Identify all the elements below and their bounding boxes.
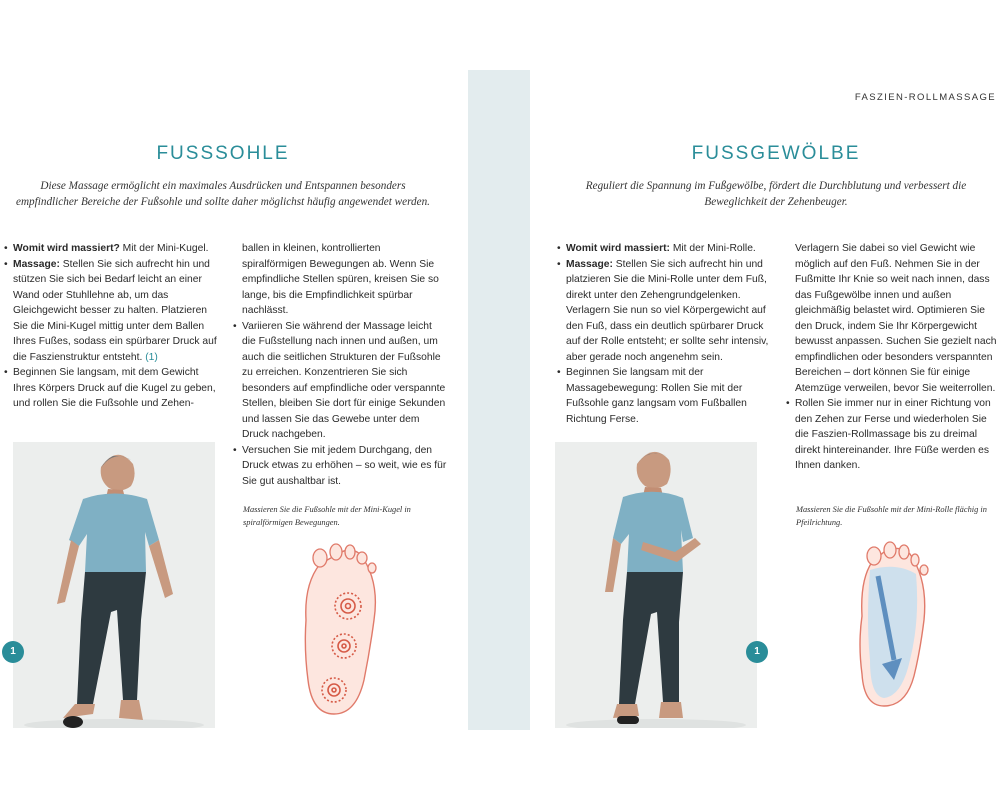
running-head: FASZIEN-ROLLMASSAGE (854, 92, 996, 103)
list-item: • Variieren Sie während der Massage leicht die Fußstellung nach innen und außen, um auch die seitlichen Strukturen der Fußsohle zu erreichen. Konzentrieren Sie sich besonders auf empfindliche oder verspannte Stellen, bleiben Sie dort für einige Sekunden und lassen Sie das Gewebe unter dem Druck nachgeben. (233, 319, 447, 443)
list-item (557, 257, 775, 366)
left-column-1 (4, 241, 217, 412)
left-column-2 (233, 241, 447, 489)
item-text: Mit der Mini-Kugel. (119, 243, 209, 254)
person-figure (555, 442, 757, 728)
figure-reference-link[interactable]: (1) (145, 351, 158, 363)
list-item: • Rollen Sie immer nur in einer Richtung von den Zehen zur Ferse und wiederholen Sie die Faszien-Rollmassage bis zu dreimal direkt hintereinander. Ihre Füße werden es Ihnen danken. (786, 396, 998, 474)
person-figure (13, 442, 215, 728)
item-text: Stellen Sie sich aufrecht hin und platzieren Sie die Mini-Rolle unter dem Fuß, direkt unter den Zehengrundgelenken. Verlagern Sie nun so viel Körpergewicht auf den Fuß, dass ein deutlich spürbarer Druck auf der Rolle entsteht; er sollte sehr intensiv, aber gerade noch angenehm sein. (566, 258, 769, 363)
left-intro: Diese Massage ermöglicht ein maximales Ausdrücken und Entspannen besonders empfindlicher Bereiche der Fußsohle und sollte daher möglichst häufig angewendet werden. (16, 180, 430, 208)
right-page-title: FUSSGEWÖLBE (691, 143, 861, 164)
continuation-text: ballen in kleinen, kontrollierten spiralförmigen Bewegungen ab. Wenn Sie empfindliche Stellen spüren, kreisen Sie so lange, bis die Empfindlichkeit spürbar nachlässt. (242, 243, 439, 316)
left-page-title: FUSSSOHLE (156, 143, 290, 164)
foot-spiral-icon (290, 540, 385, 718)
list-item (557, 365, 775, 427)
right-caption: Massieren Sie die Fußsohle mit der Mini-Rolle flächig in Pfeilrichtung. (796, 505, 987, 527)
item-label: Massage: (566, 258, 613, 270)
item-label: Massage: (13, 258, 60, 270)
list-item (4, 257, 217, 366)
right-column-1 (557, 241, 775, 427)
item-text: Mit der Mini-Rolle. (669, 243, 756, 254)
exercise-photo-mini-ball (13, 442, 215, 728)
list-item (557, 241, 775, 257)
list-item: • Versuchen Sie mit jedem Durchgang, den Druck etwas zu erhöhen – so weit, wie es für Sie gut aushaltbar ist. (233, 443, 447, 490)
continuation-text: Verlagern Sie dabei so viel Gewicht wie möglich auf den Fuß. Nehmen Sie in der Fußmitte Ihr Knie so weit nach innen, dass das Fußgewölbe innen und außen gleichmäßig belastet wird. Optimieren Sie den Druck, indem Sie Ihr Körpergewicht bewusst anpassen. Suchen Sie gezielt nach empfindlichen oder besonders verspannten Bereichen – dort können Sie für einige Atemzüge verweilen, bevor Sie weiterrollen. (795, 243, 997, 394)
list-item (4, 241, 217, 257)
item-label: Womit wird massiert: (566, 243, 670, 254)
item-text: Beginnen Sie langsam, mit dem Gewicht Ihres Körpers Druck auf die Kugel zu geben, und rollen Sie die Fußsohle und Zehen- (13, 367, 216, 409)
item-text: Beginnen Sie langsam mit der Massagebewegung: Rollen Sie mit der Fußsohle ganz langsam vom Fußballen Richtung Ferse. (566, 367, 747, 425)
item-label: Womit wird massiert? (13, 243, 120, 254)
right-intro: Reguliert die Spannung im Fußgewölbe, fördert die Durchblutung und verbessert die Beweglichkeit der Zehenbeuger. (585, 180, 967, 208)
figure-number-badge: 1 (746, 641, 768, 663)
exercise-photo-mini-roller (555, 442, 757, 728)
item-text: Stellen Sie sich aufrecht hin und stützen Sie sich bei Bedarf leicht an einer Wand oder Stuhllehne ab, um das Gleichgewicht besser zu halten. Platzieren Sie die Mini-Kugel mittig unter dem Ballen Ihres Fußes, sodass ein spürbarer Druck auf die Faszienstruktur entsteht. (13, 258, 217, 363)
page-gutter (468, 70, 530, 730)
list-item (4, 365, 217, 412)
left-caption: Massieren Sie die Fußsohle mit der Mini-Kugel in spiralförmigen Bewegungen. (243, 505, 411, 527)
figure-number-badge: 1 (2, 641, 24, 663)
right-column-2 (786, 241, 998, 474)
foot-arrow-icon (848, 540, 938, 710)
